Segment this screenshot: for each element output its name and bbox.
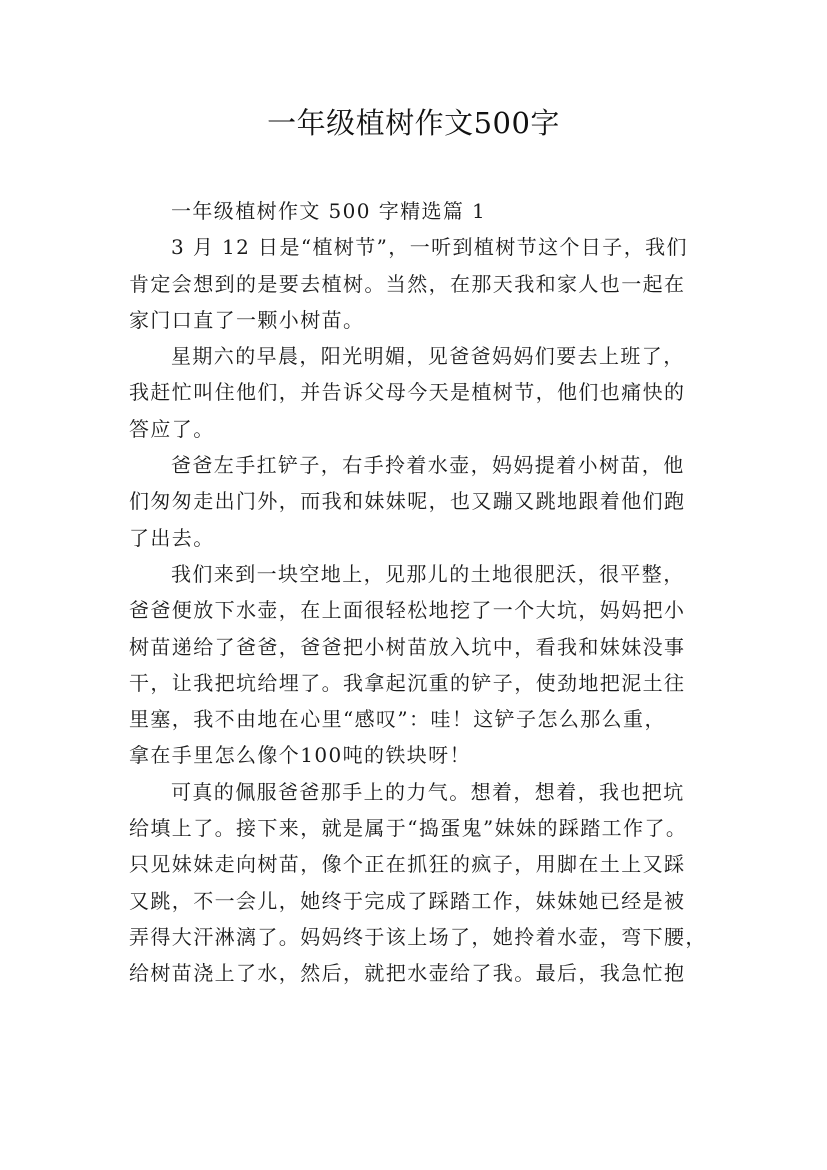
paragraph-line: 3 月 12 日是“植树节”，一听到植树节这个日子，我们 [171, 235, 688, 260]
paragraph-line: 里塞，我不由地在心里“感叹”：哇！这铲子怎么那么重， [129, 707, 666, 732]
paragraph-line: 可真的佩服爸爸那手上的力气。想着，想着，我也把坑 [171, 779, 685, 804]
paragraph-line: 我赶忙叫住他们，并告诉父母今天是植树节，他们也痛快的 [129, 380, 686, 405]
paragraph-line: 给树苗浇上了水，然后，就把水壶给了我。最后，我急忙抱 [129, 961, 686, 986]
paragraph-list [129, 229, 719, 991]
document-title: 一年级植树作文500字 [267, 106, 560, 140]
essay-subtitle: 一年级植树作文 500 字精选篇 1 [171, 199, 487, 223]
paragraph-line: 星期六的早晨，阳光明媚，见爸爸妈妈们要去上班了， [171, 344, 685, 369]
paragraph-line: 肯定会想到的是要去植树。当然，在那天我和家人也一起在 [129, 271, 686, 296]
paragraph-line: 只见妹妹走向树苗，像个正在抓狂的疯子，用脚在土上又踩 [129, 852, 686, 877]
paragraph-line: 我们来到一块空地上，见那儿的土地很肥沃，很平整， [171, 561, 685, 586]
paragraph-line: 干，让我把坑给埋了。我拿起沉重的铲子，使劲地把泥土往 [129, 670, 686, 695]
paragraph-line: 拿在手里怎么像个100吨的铁块呀！ [129, 743, 471, 768]
paragraph-line: 答应了。 [129, 416, 215, 441]
paragraph-line: 爸爸左手扛铲子，右手拎着水壶，妈妈提着小树苗，他 [171, 453, 685, 478]
paragraph-line: 弄得大汗淋漓了。妈妈终于该上场了，她拎着水壶，弯下腰， [129, 924, 707, 949]
paragraph [129, 338, 719, 447]
paragraph-line: 又跳，不一会儿，她终于完成了踩踏工作，妹妹她已经是被 [129, 888, 686, 913]
paragraph [129, 229, 719, 338]
paragraph [129, 556, 719, 774]
paragraph-line: 了出去。 [129, 525, 215, 550]
paragraph-line: 爸爸便放下水壶，在上面很轻松地挖了一个大坑，妈妈把小 [129, 598, 686, 623]
paragraph-line: 树苗递给了爸爸，爸爸把小树苗放入坑中，看我和妹妹没事 [129, 634, 686, 659]
paragraph-line: 给填上了。接下来，就是属于“捣蛋鬼”妹妹的踩踏工作了。 [129, 816, 688, 841]
paragraph-line: 们匆匆走出门外，而我和妹妹呢，也又蹦又跳地跟着他们跑 [129, 489, 686, 514]
paragraph [129, 774, 719, 992]
paragraph-line: 家门口直了一颗小树苗。 [129, 307, 365, 332]
paragraph [129, 447, 719, 556]
document-body [129, 193, 719, 992]
